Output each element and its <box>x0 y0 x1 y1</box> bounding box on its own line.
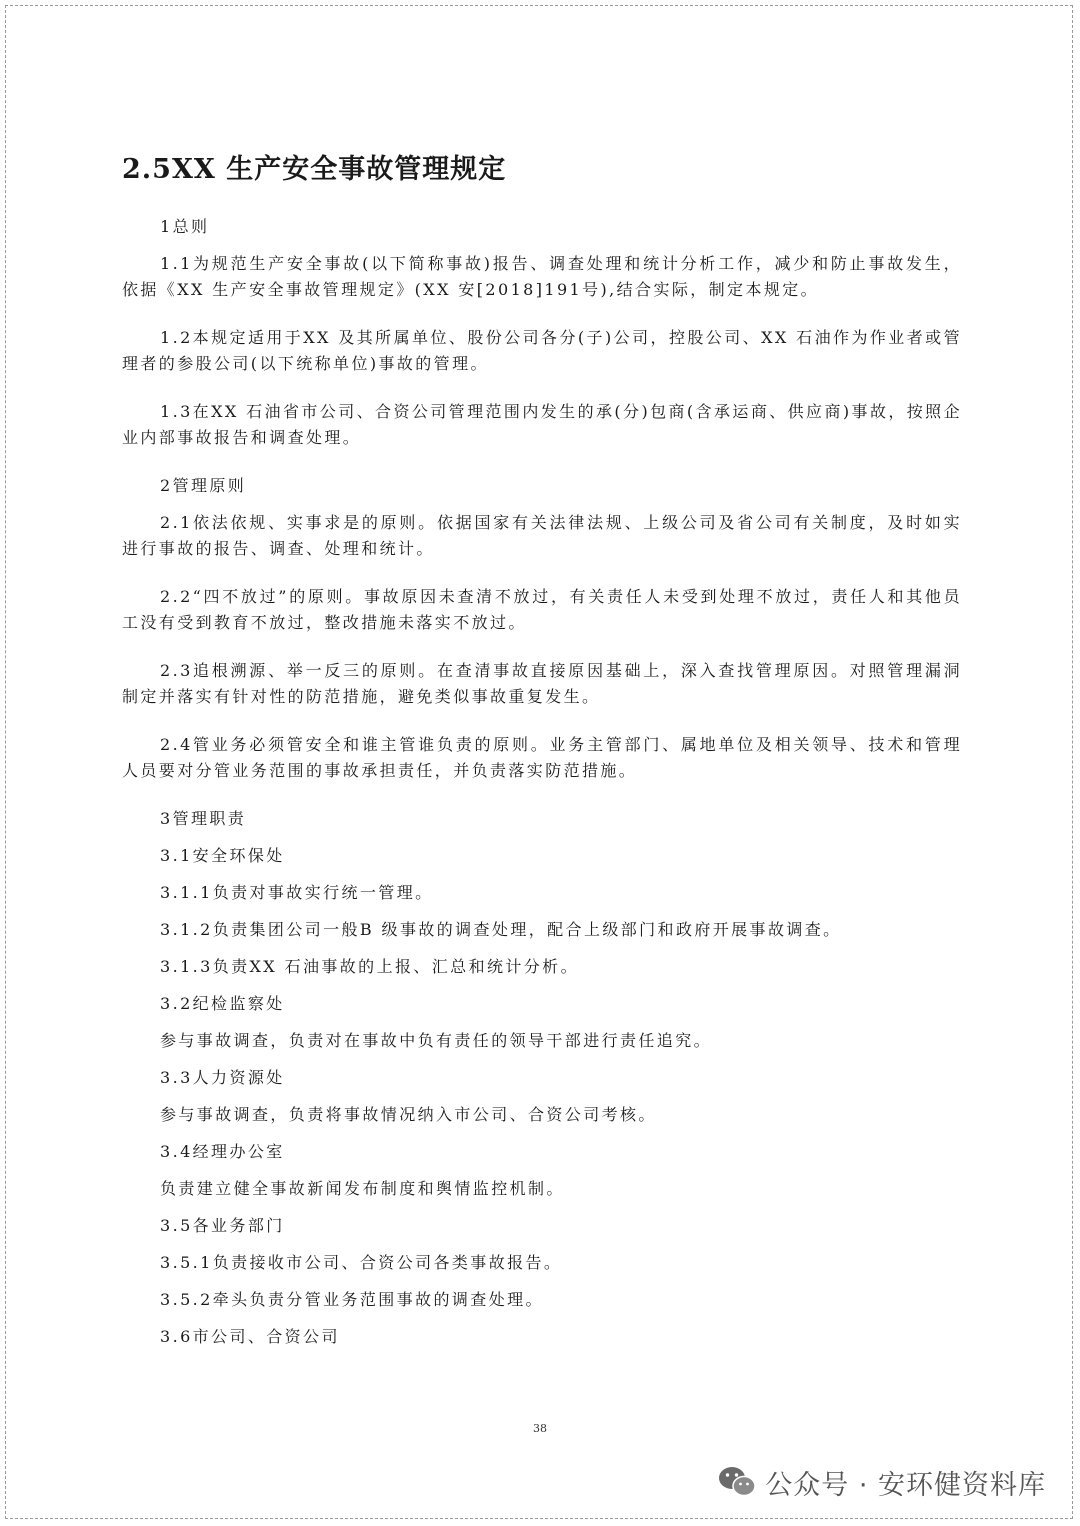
document-body <box>122 150 962 1361</box>
wechat-icon <box>717 1465 757 1499</box>
section-line: 3.5各业务部门 <box>160 1216 285 1235</box>
paragraph: 1.2本规定适用于XX 及其所属单位、股份公司各分(子)公司，控股公司、XX 石油作为作业者或管理者的参股公司(以下统称单位)事故的管理。 <box>122 328 962 373</box>
watermark-text: 公众号 · 安环健资料库 <box>765 1469 1046 1501</box>
paragraph: 2.3追根溯源、举一反三的原则。在查清事故直接原因基础上，深入查找管理原因。对照管理漏洞制定并落实有针对性的防范措施，避免类似事故重复发生。 <box>122 661 962 706</box>
section-line: 3.1.3负责XX 石油事故的上报、汇总和统计分析。 <box>160 957 579 976</box>
section-line: 参与事故调查，负责对在事故中负有责任的领导干部进行责任追究。 <box>160 1031 713 1050</box>
section-line: 1总则 <box>160 217 210 236</box>
document-title: 2.5XX 生产安全事故管理规定 <box>122 154 507 185</box>
paragraph: 1.3在XX 石油省市公司、合资公司管理范围内发生的承(分)包商(含承运商、供应商)事故，按照企业内部事故报告和调查处理。 <box>122 402 962 447</box>
paragraph: 2.2“四不放过”的原则。事故原因未查清不放过，有关责任人未受到处理不放过，责任人和其他员工没有受到教育不放过，整改措施未落实不放过。 <box>122 587 962 632</box>
section-line: 3.3人力资源处 <box>160 1068 285 1087</box>
section-line: 3.1安全环保处 <box>160 846 285 865</box>
section-line: 3.6市公司、合资公司 <box>160 1327 340 1346</box>
section-line: 3.5.1负责接收市公司、合资公司各类事故报告。 <box>160 1253 563 1272</box>
section-line: 3.1.1负责对事故实行统一管理。 <box>160 883 434 902</box>
section-line: 参与事故调查，负责将事故情况纳入市公司、合资公司考核。 <box>160 1105 657 1124</box>
section-line: 3管理职责 <box>160 809 247 828</box>
page-number: 38 <box>533 1422 547 1435</box>
section-line: 3.1.2负责集团公司一般B 级事故的调查处理，配合上级部门和政府开展事故调查。 <box>160 920 842 939</box>
paragraph: 1.1为规范生产安全事故(以下简称事故)报告、调查处理和统计分析工作，减少和防止事故发生，依据《XX 生产安全事故管理规定》(XX 安[2018]191号),结合实际，制定本规定。 <box>122 254 962 299</box>
document-blocks <box>122 214 962 1350</box>
section-line: 2管理原则 <box>160 476 247 495</box>
paragraph: 2.1依法依规、实事求是的原则。依据国家有关法律法规、上级公司及省公司有关制度，及时如实进行事故的报告、调查、处理和统计。 <box>122 513 962 558</box>
section-line: 3.4经理办公室 <box>160 1142 285 1161</box>
section-line: 3.5.2牵头负责分管业务范围事故的调查处理。 <box>160 1290 544 1309</box>
section-line: 3.2纪检监察处 <box>160 994 285 1013</box>
section-line: 负责建立健全事故新闻发布制度和舆情监控机制。 <box>160 1179 565 1198</box>
paragraph: 2.4管业务必须管安全和谁主管谁负责的原则。业务主管部门、属地单位及相关领导、技术和管理人员要对分管业务范围的事故承担责任，并负责落实防范措施。 <box>122 735 962 780</box>
watermark <box>717 1462 1046 1502</box>
